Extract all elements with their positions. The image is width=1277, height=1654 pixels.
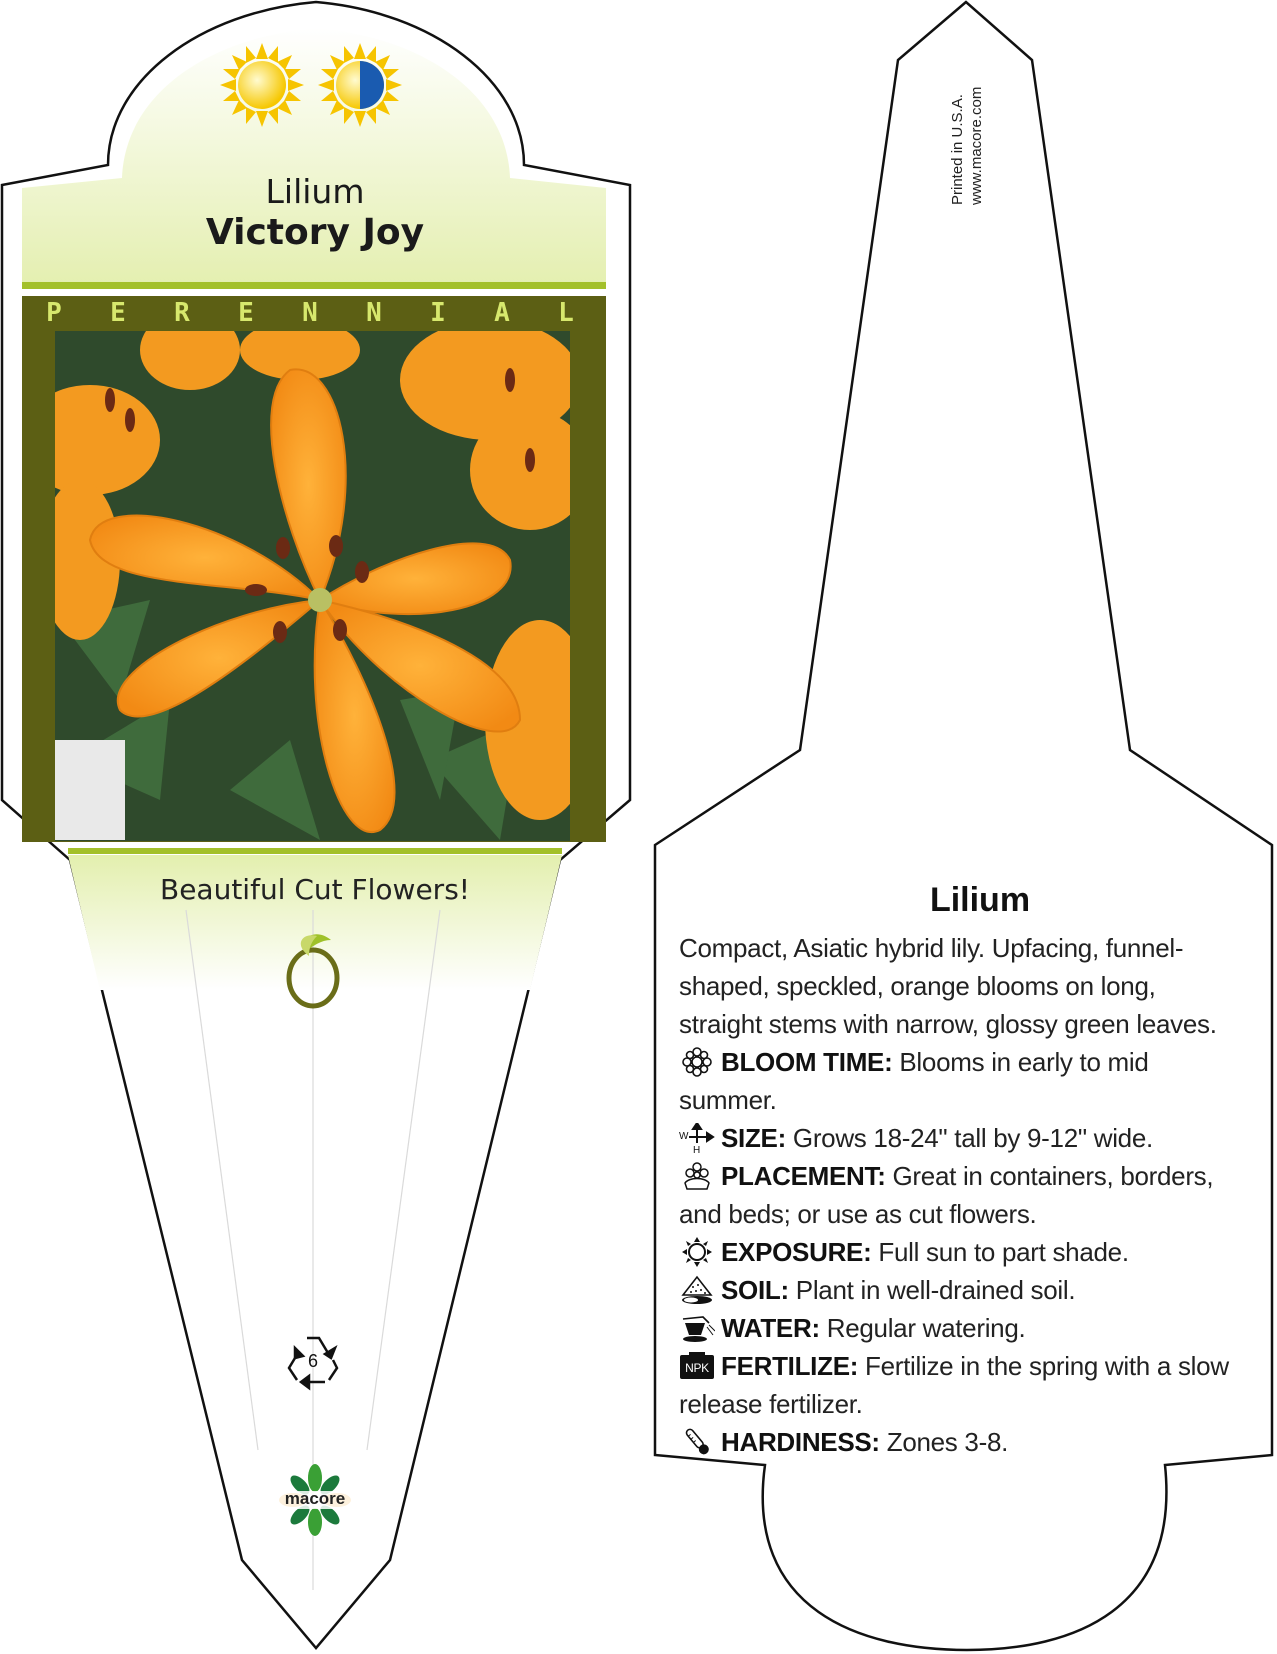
category-letter: P	[46, 298, 62, 328]
attribute-value: Zones 3-8.	[886, 1427, 1009, 1457]
placement-icon	[679, 1161, 715, 1191]
category-letter: A	[494, 298, 510, 328]
attribute-label: PLACEMENT:	[721, 1161, 886, 1191]
category-letter: R	[174, 298, 190, 328]
lily-photo	[20, 310, 595, 841]
attribute-row	[679, 1423, 1239, 1461]
size-icon	[679, 1123, 715, 1153]
printed-country: Printed in U.S.A.	[949, 94, 966, 205]
attribute-value: Great in containers, borders, and beds; or use as cut flowers.	[679, 1161, 1214, 1229]
category-letter: I	[430, 298, 446, 328]
description: Compact, Asiatic hybrid lily. Upfacing, funnel-shaped, speckled, orange blooms on long, straight stems with narrow, glossy green leaves.	[679, 933, 1217, 1039]
part-shade-icon	[318, 43, 402, 127]
category-label	[40, 298, 580, 328]
website: www.macore.com	[968, 86, 985, 205]
thermometer-icon	[679, 1427, 715, 1457]
attribute-row	[679, 1157, 1239, 1233]
tagline: Beautiful Cut Flowers!	[159, 873, 471, 906]
npk-icon	[679, 1351, 715, 1381]
recycle-code: 6	[307, 1351, 318, 1371]
back-title: Lilium	[929, 881, 1031, 919]
category-letter: N	[366, 298, 382, 328]
header-rule	[22, 282, 606, 289]
size-icon-h: H	[693, 1145, 700, 1153]
category-letter: E	[238, 298, 254, 328]
full-sun-icon	[220, 43, 304, 127]
attribute-row	[679, 1043, 1239, 1119]
attribute-value: Full sun to part shade.	[878, 1237, 1129, 1267]
attribute-label: WATER:	[721, 1313, 820, 1343]
attribute-label: BLOOM TIME:	[721, 1047, 893, 1077]
brand-name: macore	[284, 1489, 346, 1508]
npk-label: NPK	[685, 1361, 709, 1375]
category-letter: N	[302, 298, 318, 328]
attribute-row	[679, 1233, 1239, 1271]
plant-details	[679, 929, 1239, 1461]
attribute-row	[679, 1119, 1239, 1157]
attribute-value: Grows 18-24" tall by 9-12" wide.	[792, 1123, 1153, 1153]
tagline-rule	[68, 848, 562, 854]
attribute-label: HARDINESS:	[721, 1427, 880, 1457]
category-letter: L	[558, 298, 574, 328]
attribute-value: Fertilize in the spring with a slow release fertilizer.	[679, 1351, 1229, 1419]
attribute-value: Regular watering.	[826, 1313, 1026, 1343]
genus-name: Lilium	[265, 172, 365, 211]
attribute-value: Blooms in early to mid summer.	[679, 1047, 1149, 1115]
flower-icon	[679, 1047, 715, 1077]
attribute-row	[679, 1271, 1239, 1309]
attribute-label: SIZE:	[721, 1123, 786, 1153]
attribute-row	[679, 1309, 1239, 1347]
attribute-row	[679, 1347, 1239, 1423]
soil-icon	[679, 1275, 715, 1305]
category-letter: E	[110, 298, 126, 328]
attribute-label: FERTILIZE:	[721, 1351, 859, 1381]
printed-in-label	[948, 87, 986, 205]
watering-can-icon	[679, 1313, 715, 1343]
cultivar-name: Victory Joy	[205, 212, 425, 253]
attribute-value: Plant in well-drained soil.	[795, 1275, 1076, 1305]
sun-icon	[679, 1237, 715, 1267]
attribute-label: SOIL:	[721, 1275, 789, 1305]
attribute-label: EXPOSURE:	[721, 1237, 872, 1267]
size-icon-w: W	[679, 1131, 689, 1142]
